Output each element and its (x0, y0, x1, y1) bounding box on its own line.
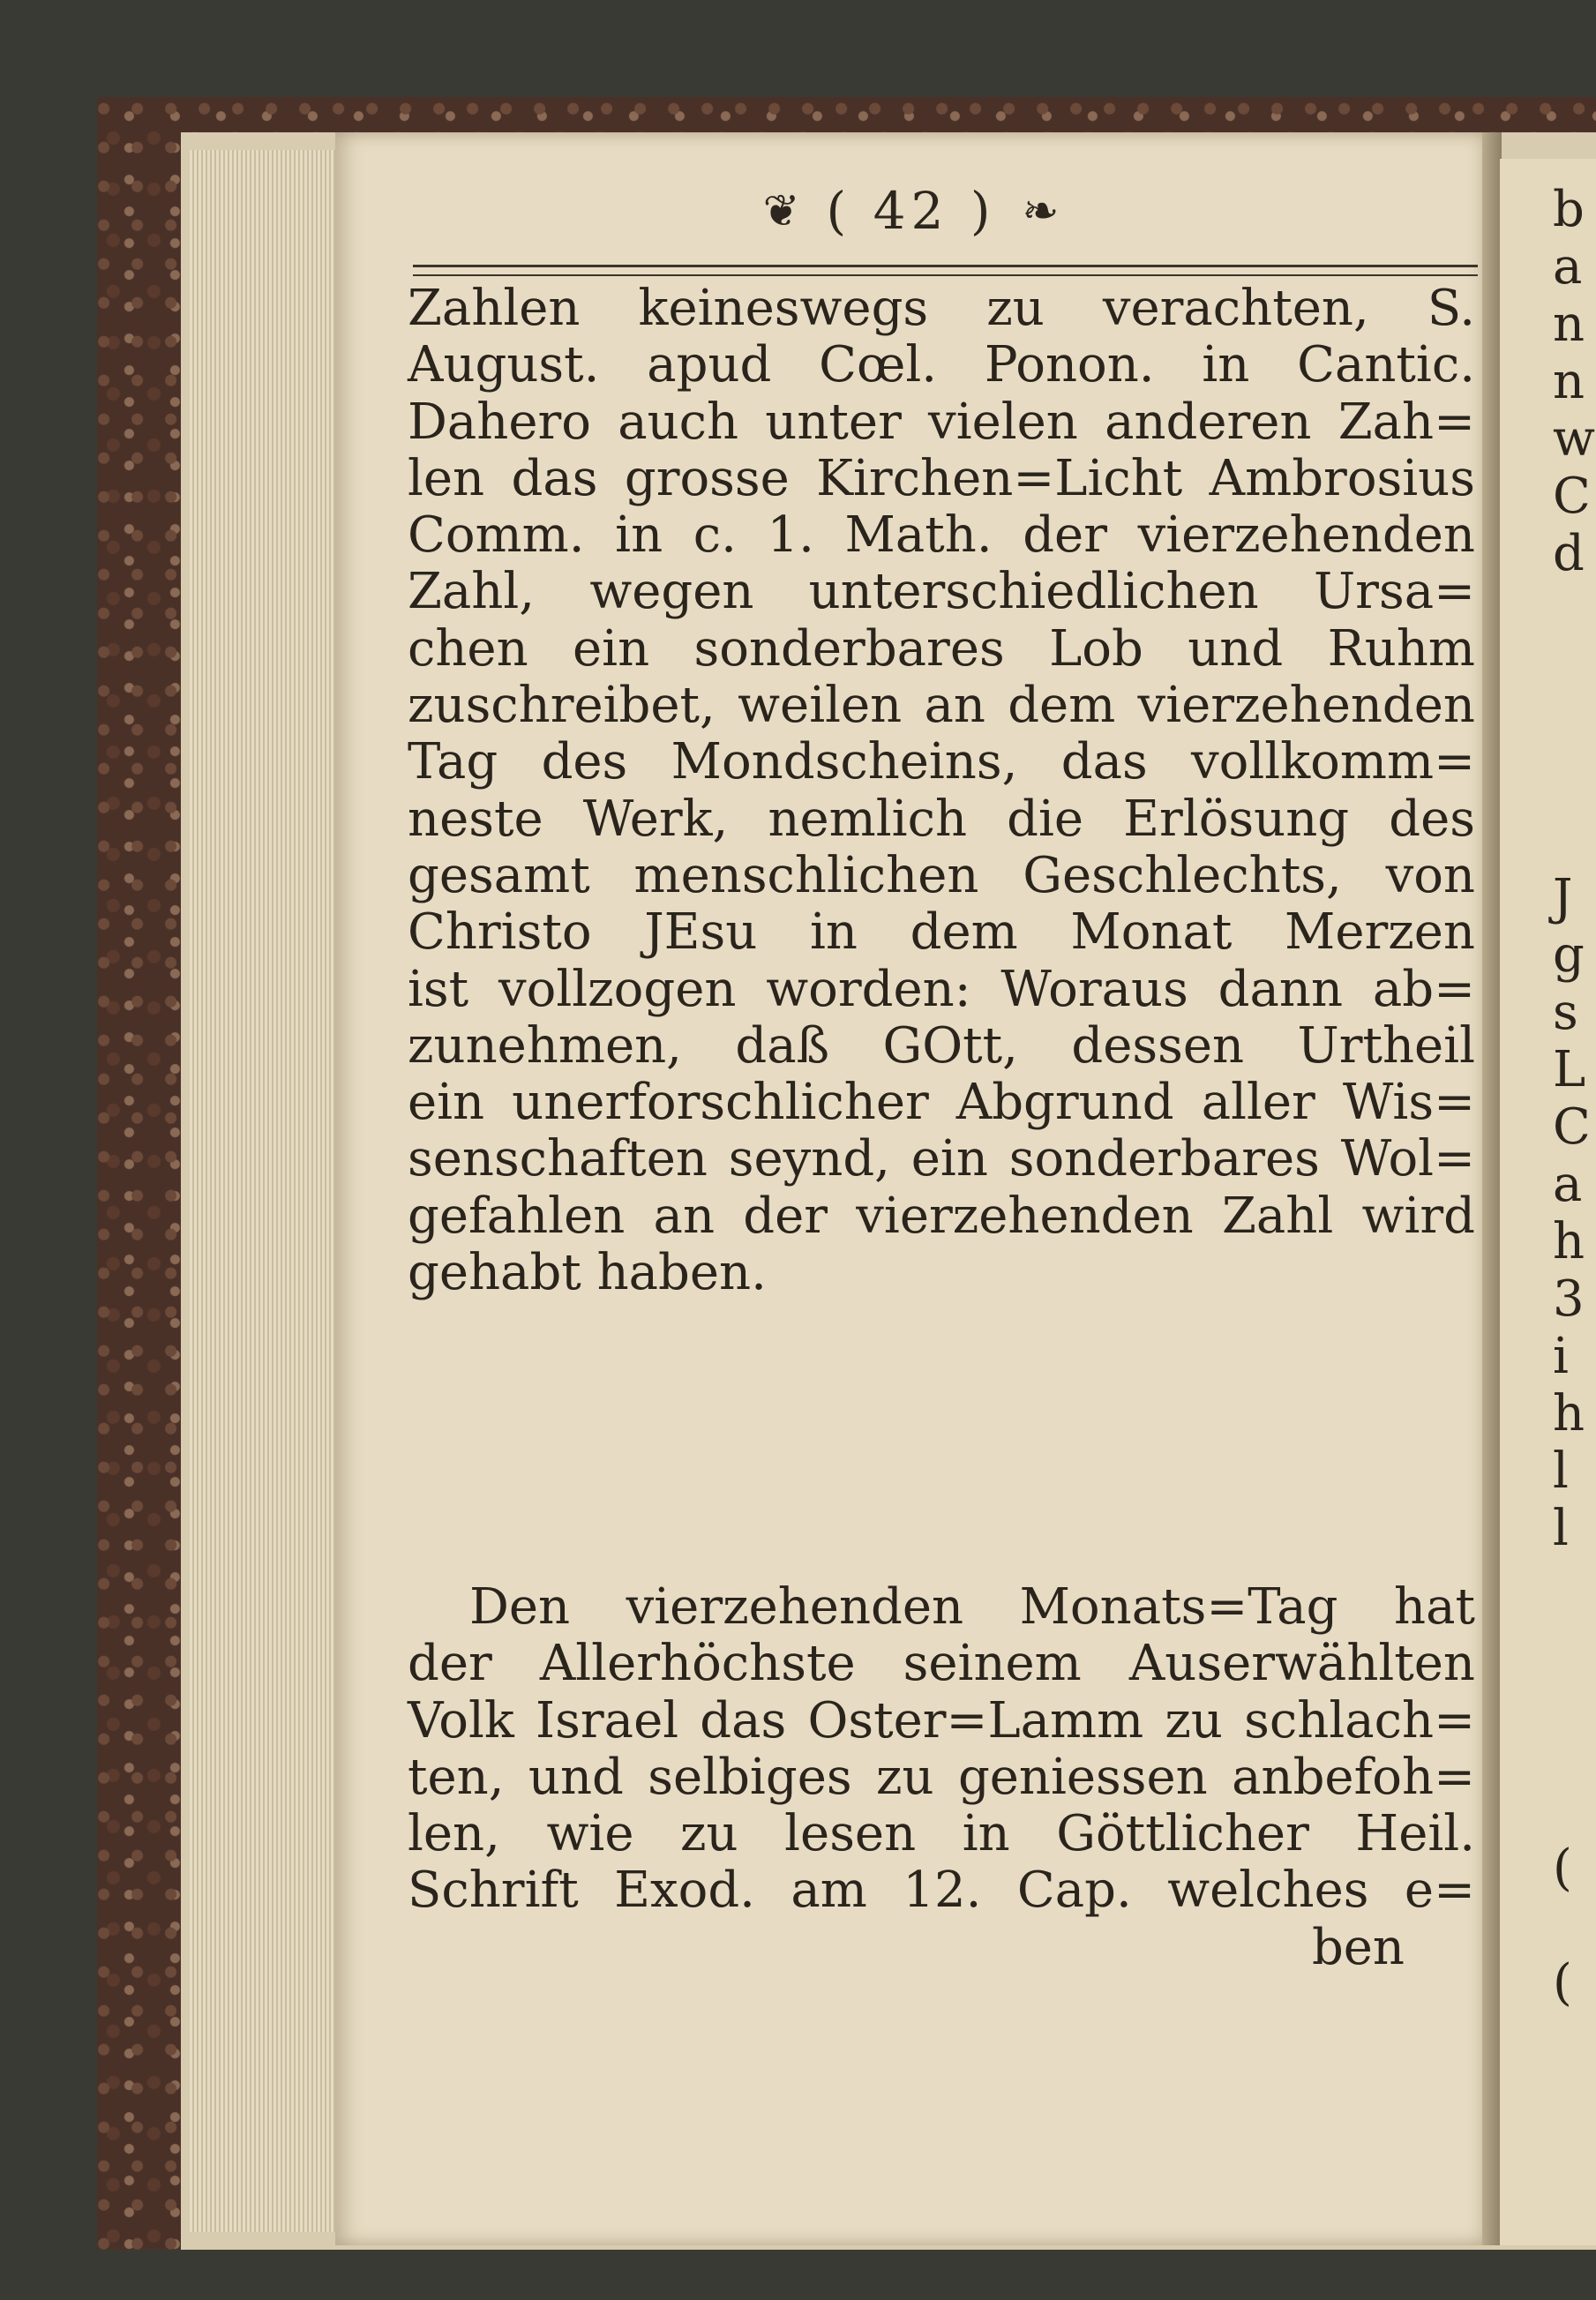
next-page-fragment: n (1553, 353, 1585, 410)
next-page-fragment: J (1553, 869, 1573, 926)
page-header (335, 181, 1487, 241)
next-page-fragment: i (1553, 1328, 1569, 1385)
catchword: ben (1311, 1918, 1405, 1976)
header-rule-thin (413, 274, 1478, 276)
next-page-fragment: b (1553, 181, 1585, 238)
text-line: Tag des Mondscheins, das vollkomm= (408, 733, 1475, 791)
text-line: neste Werk, nemlich die Erlösung des (408, 790, 1475, 848)
left-ornament-icon: ❦ (762, 185, 800, 236)
next-page-fragment: 3 (1553, 1270, 1585, 1328)
right-ornament-icon: ❧ (1022, 185, 1060, 236)
next-page-fragment: l (1553, 1442, 1569, 1500)
text-line: ist vollzogen worden: Woraus dann ab= (408, 960, 1475, 1018)
text-line: gehabt haben. (408, 1244, 767, 1302)
next-page-fragment: ( (1553, 1839, 1572, 1897)
next-page-edge (1500, 159, 1596, 2245)
next-page-fragment: g (1553, 926, 1585, 984)
text-line: Volk Israel das Oster=Lamm zu schlach= (408, 1691, 1475, 1749)
text-line: gefahlen an der vierzehenden Zahl wird (408, 1187, 1475, 1245)
next-page-fragment: ( (1553, 1954, 1572, 2012)
paragraph-2 (408, 1579, 1475, 1976)
text-line: Schrift Exod. am 12. Cap. welches e= (408, 1862, 1475, 1920)
text-line: Christo JEsu in dem Monat Merzen (408, 903, 1475, 962)
text-line: Zahl, wegen unterschiedlichen Ursa= (408, 563, 1475, 621)
next-page-fragment: C (1553, 468, 1591, 525)
paragraph-1 (408, 281, 1475, 1301)
next-page-fragment: w (1553, 410, 1595, 468)
text-line: len das grosse Kirchen=Licht Ambrosius (408, 449, 1475, 507)
text-line: len, wie zu lesen in Göttlicher Heil. (408, 1805, 1475, 1863)
text-line: August. apud Cœl. Ponon. in Cantic. (408, 336, 1475, 394)
page-number: ( 42 ) (826, 181, 996, 241)
text-line: gesamt menschlichen Geschlechts, von (408, 846, 1475, 904)
text-line: zunehmen, daß GOtt, dessen Urtheil (408, 1016, 1475, 1075)
text-line: ein unerforschlicher Abgrund aller Wis= (408, 1074, 1475, 1132)
next-page-fragment: n (1553, 296, 1585, 353)
header-rule (413, 265, 1478, 267)
text-line: ten, und selbiges zu geniessen anbefoh= (408, 1748, 1475, 1806)
text-line: chen ein sonderbares Lob und Ruhm (408, 619, 1475, 678)
text-line: senschaften seynd, ein sonderbares Wol= (408, 1130, 1475, 1188)
page-edges (190, 150, 344, 2232)
text-line: Den vierzehenden Monats=Tag hat (469, 1578, 1475, 1636)
next-page-fragment: a (1553, 238, 1583, 296)
next-page-fragment: h (1553, 1213, 1585, 1270)
text-line: der Allerhöchste seinem Auserwählten (408, 1635, 1475, 1693)
next-page-fragment: L (1553, 1041, 1586, 1098)
text-line: Zahlen keineswegs zu verachten, S. (408, 280, 1475, 337)
next-page-fragment: l (1553, 1500, 1569, 1557)
book-gutter (1482, 132, 1502, 2245)
next-page-fragment: a (1553, 1156, 1583, 1213)
next-page-fragment: C (1553, 1098, 1591, 1156)
next-page-fragment: h (1553, 1385, 1585, 1442)
text-line: Comm. in c. 1. Math. der vierzehenden (408, 506, 1475, 565)
next-page-fragment: s (1553, 984, 1578, 1041)
text-line: Dahero auch unter vielen anderen Zah= (408, 393, 1475, 451)
text-line: zuschreibet, weilen an dem vierzehenden (408, 677, 1475, 735)
next-page-fragment: d (1553, 525, 1585, 582)
